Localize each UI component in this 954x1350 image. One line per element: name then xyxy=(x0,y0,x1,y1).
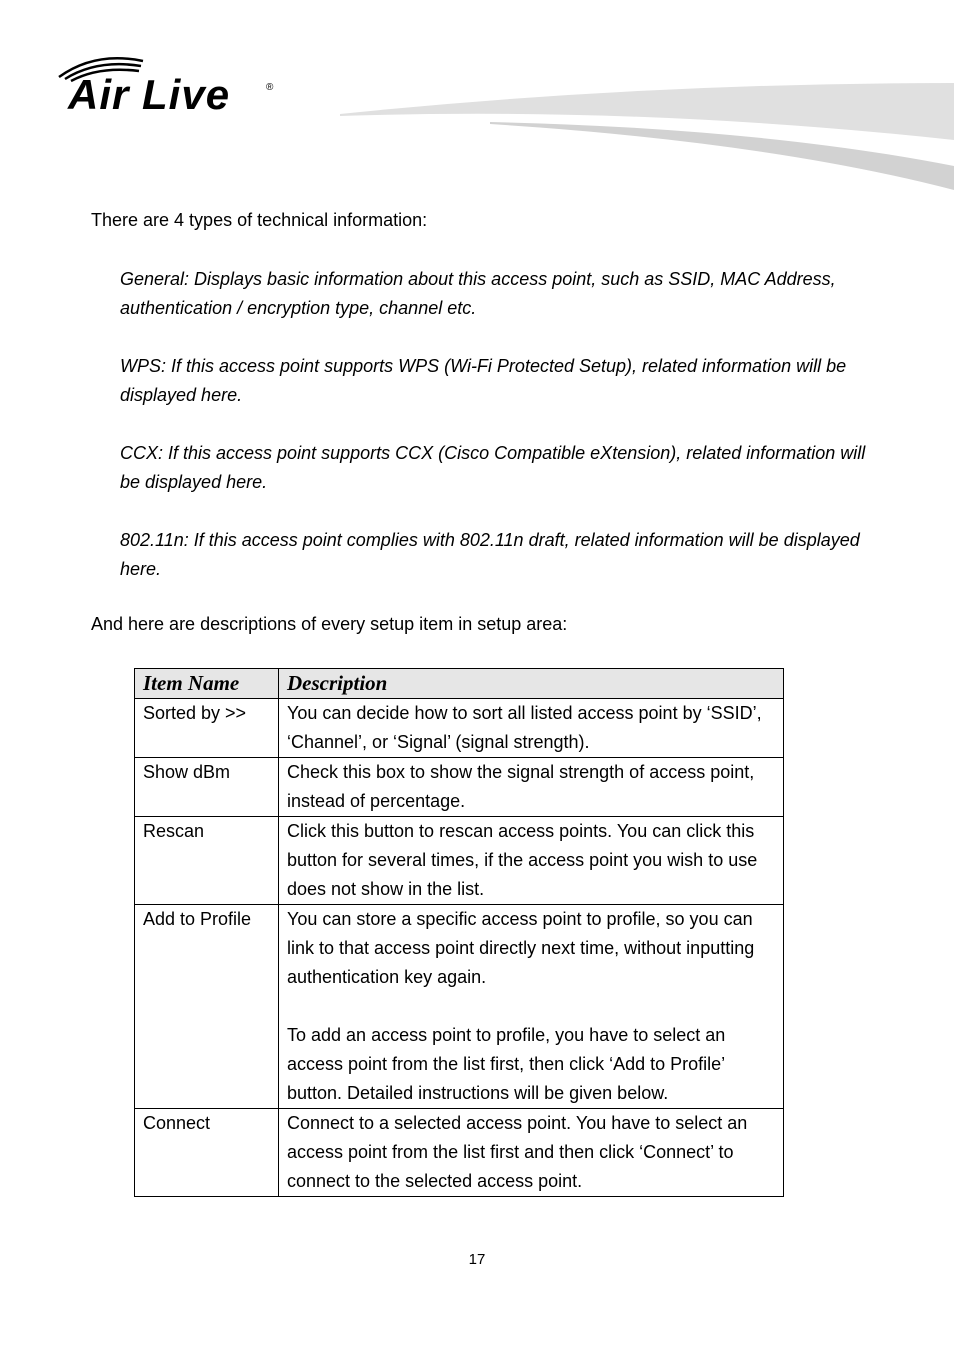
column-header-description: Description xyxy=(279,669,784,699)
description-cell xyxy=(279,905,784,1109)
column-header-item-name: Item Name xyxy=(135,669,279,699)
header-swoosh-graphic xyxy=(340,78,954,193)
description-text: Connect to a selected access point. You have to select an access point from the list first and then click ‘Connect’ to connect to the selected access point. xyxy=(287,1113,748,1191)
table-row xyxy=(135,817,784,905)
info-item-ccx: CCX: If this access point supports CCX (Cisco Compatible eXtension), related information will be displayed here. xyxy=(120,443,866,492)
page-header xyxy=(0,0,954,200)
item-name-cell: Connect xyxy=(135,1109,279,1197)
description-cell xyxy=(279,817,784,905)
description-text: Click this button to rescan access points. You can click this button for several times, if the access point you wish to use does not show in the list. xyxy=(287,821,758,899)
description-cell xyxy=(279,699,784,758)
brand-logo: Air Live xyxy=(68,71,231,118)
item-name-cell: Show dBm xyxy=(135,758,279,817)
description-text: You can decide how to sort all listed access point by ‘SSID’, ‘Channel’, or ‘Signal’ (signal strength). xyxy=(287,703,762,752)
setup-items-table xyxy=(134,668,784,1197)
description-cell xyxy=(279,1109,784,1197)
table-row xyxy=(135,699,784,758)
table-row xyxy=(135,1109,784,1197)
registered-mark: ® xyxy=(266,82,274,93)
intro-text: There are 4 types of technical information: xyxy=(91,210,428,230)
technical-info-list xyxy=(120,265,880,613)
item-name-cell: Sorted by >> xyxy=(135,699,279,758)
item-name-cell: Add to Profile xyxy=(135,905,279,1109)
setup-intro-text: And here are descriptions of every setup item in setup area: xyxy=(91,614,568,634)
paragraph-gap xyxy=(287,992,775,1021)
info-item-80211n: 802.11n: If this access point complies with 802.11n draft, related information will be displayed here. xyxy=(120,530,860,579)
description-text: To add an access point to profile, you have to select an access point from the list first, then click ‘Add to Profile’ button. Detailed instructions will be given below. xyxy=(287,1025,726,1103)
info-item-general: General: Displays basic information about this access point, such as SSID, MAC Address, authentication / encryption type, channel etc. xyxy=(120,269,836,318)
page-number: 17 xyxy=(468,1251,486,1268)
table-row xyxy=(135,905,784,1109)
table-row xyxy=(135,758,784,817)
info-item-wps: WPS: If this access point supports WPS (Wi-Fi Protected Setup), related information will be displayed here. xyxy=(120,356,847,405)
description-cell xyxy=(279,758,784,817)
description-text: You can store a specific access point to profile, so you can link to that access point directly next time, without inputting authentication key again. xyxy=(287,909,755,987)
description-text: Check this box to show the signal strength of access point, instead of percentage. xyxy=(287,762,755,811)
table-header-row xyxy=(135,669,784,699)
item-name-cell: Rescan xyxy=(135,817,279,905)
